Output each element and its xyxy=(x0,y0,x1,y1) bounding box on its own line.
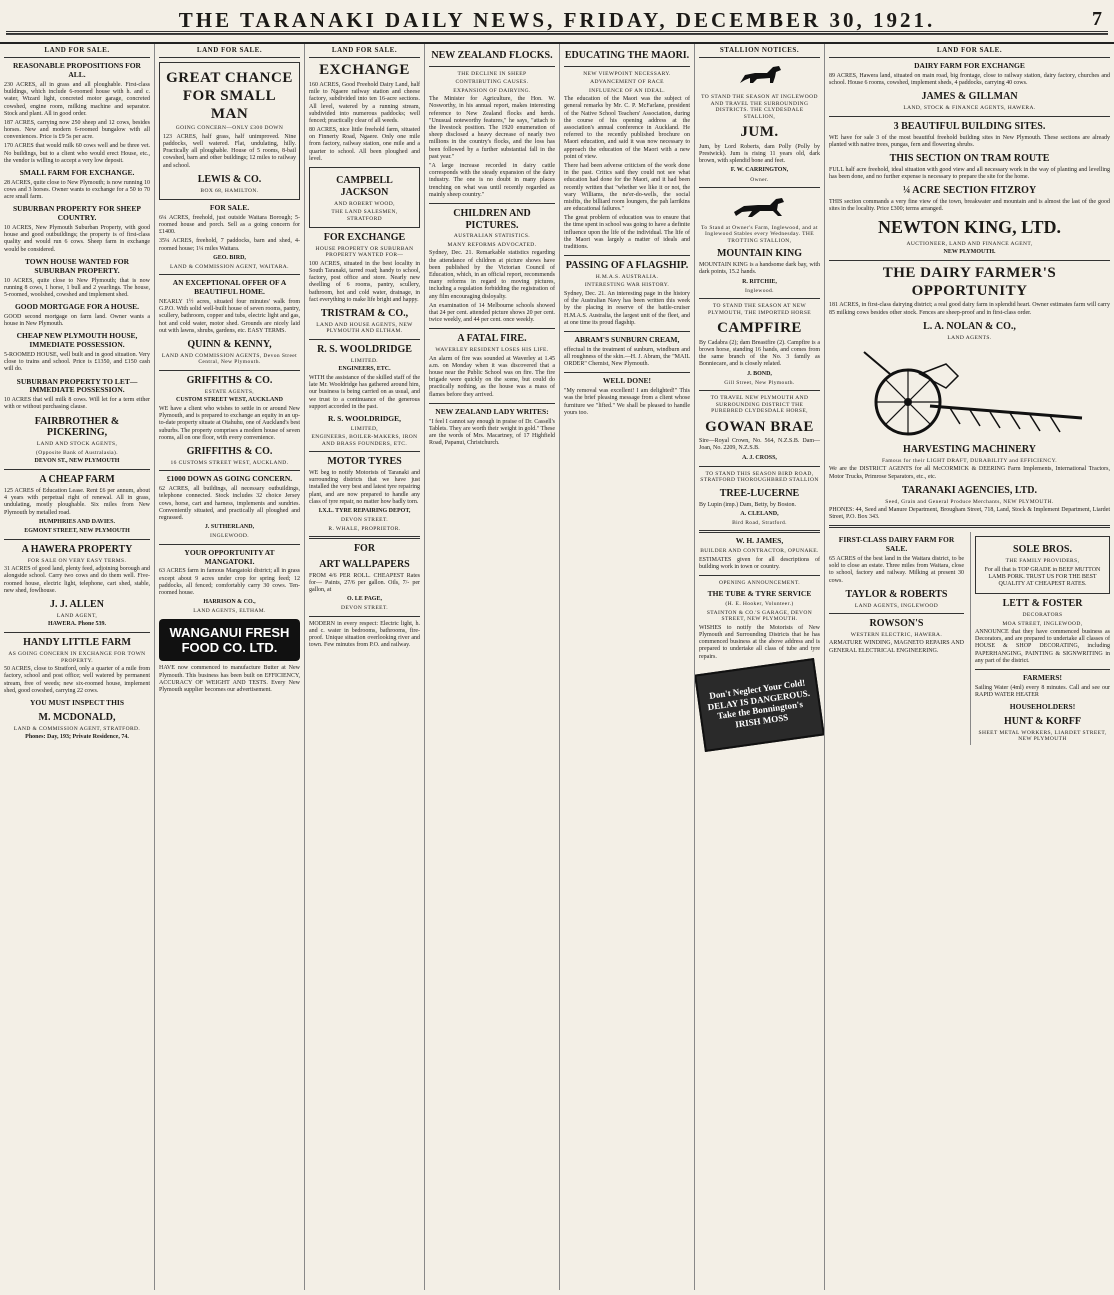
firm-subtitle: (H. E. Hooker, Volunteer.) xyxy=(725,601,794,608)
firm-name: HARRISON & CO., xyxy=(203,599,256,606)
stallion-notice: TO TRAVEL NEW PLYMOUTH AND SURROUNDING DISTRICT THE PUREBRED CLYDESDALE HORSE, xyxy=(710,395,809,415)
firm-subtitle: (Opposite Bank of Australasia). xyxy=(35,449,119,456)
firm-name: GEO. BIRD, xyxy=(213,254,246,261)
firm-name: TARANAKI AGENCIES, LTD. xyxy=(901,484,1038,496)
ad-body: THIS section commands a very fine view of the town, breakwater and mountain and is almost the last of the good sites in the locality. Price £300; terms arranged. xyxy=(829,198,1110,213)
ad-body: 35¼ ACRES, freehold, 7 paddocks, barn and shed, 4-roomed house; 1¼ miles Waitara. xyxy=(159,238,300,252)
stallion-notice: TO STAND THIS SEASON BIRD ROAD, STRATFORD THOROUGHBRED STALLION xyxy=(700,470,819,484)
article-subhead: INTERESTING WAR HISTORY. xyxy=(584,282,670,289)
firm-subtitle: LAND AND HOUSE AGENTS, NEW PLYMOUTH AND ELTHAM. xyxy=(316,321,413,335)
article-body: The education of the Maori was the subject of general remarks by Mr. C. P. McFarlane, president of the Native School Teachers' Association, during the course of his opening address at the association's annual conference in Auckland. He referred to the recently published brochure on Maori education, and said it was now necessary to approach the education of the Maori with a new point of view. xyxy=(564,96,690,160)
ad-body: FROM 4/6 PER ROLL. CHEAPEST Rates for— Paints, 27/6 per gallon. Oils, 7/- per gallon, at xyxy=(309,572,420,594)
ad-body: 5-ROOMED HOUSE, well built and in good situation. Very close to trains and school. Price is £1350, and £150 cash will do. xyxy=(4,352,150,373)
firm-name: M. MCDONALD, xyxy=(38,711,116,723)
ad-body: 125 ACRES of Education Lease. Rent £6 per annum, about 4 years with perpetual right of renewal. All in grass, undulating, mostly ploughable. Six miles from New Plymouth by metalled road. xyxy=(4,488,150,516)
ad-heading: FOR xyxy=(353,543,376,555)
stallion-name: JUM. xyxy=(740,124,779,141)
ad-heading: SMALL FARM FOR EXCHANGE. xyxy=(19,168,135,177)
ad-body: MODERN in every respect: Electric light, h. and c. water in bedrooms, bathrooms, fire-proof. Unique situation overlooking river and town. Few minutes from P.O. and railway. xyxy=(309,620,420,649)
ad-heading: GOOD MORTGAGE FOR A HOUSE. xyxy=(14,302,140,312)
ad-body: WE have a client who wishes to settle in or around New Plymouth, and is prepared to exchange an equity in an up-to-date property situate at Otahuhu, one of Auckland's best suburbs. The property comprises a modern house of seven rooms, all on one floor, with every convenience. xyxy=(159,406,300,441)
firm-name: QUINN & KENNY, xyxy=(187,338,272,350)
stallion-name: MOUNTAIN KING xyxy=(716,248,803,260)
firm-subtitle: LAND AND COMMISSION AGENTS, Devon Street Central, New Plymouth. xyxy=(161,352,298,366)
ad-heading: REASONABLE PROPOSITIONS FOR ALL. xyxy=(13,61,141,80)
article-subhead: THE DECLINE IN SHEEP xyxy=(457,70,527,77)
firm-address: MOA STREET, INGLEWOOD, xyxy=(1002,620,1083,627)
firm-name: ROWSON'S xyxy=(869,618,924,630)
ad-body: 31 ACRES of good land, plenty feed, adjoining borough and alongside school. Carry two cows and do them well. Five-roomed house, electric light, telephone, cart shed, stable, new shed, fowlhouse. xyxy=(4,566,150,594)
firm-subtitle: LAND AND STOCK AGENTS, xyxy=(36,441,118,448)
page-number: 7 xyxy=(1092,8,1102,30)
firm-name: GRIFFITHS & CO. xyxy=(186,374,273,386)
masthead xyxy=(0,4,1114,44)
column-heading: LAND FOR SALE. xyxy=(4,44,150,58)
ad-heading: A CHEAP FARM xyxy=(39,474,115,486)
firm-subtitle: Seed, Grain and General Produce Merchants, NEW PLYMOUTH. xyxy=(885,498,1054,505)
owner-subtitle: Bird Road, Stratford. xyxy=(732,519,787,526)
ad-heading: GREAT CHANCE FOR SMALL MAN xyxy=(166,70,293,122)
ad-body: Sailing Water (4ml) every 8 minutes. Call and see our RAPID WATER HEATER xyxy=(975,684,1110,698)
firm-subtitle: LAND AGENTS. xyxy=(947,334,992,341)
ad-heading: SUBURBAN PROPERTY FOR SHEEP COUNTRY. xyxy=(12,204,141,223)
firm-name: TRISTRAM & CO., xyxy=(320,307,409,319)
firm-subtitle: LIMITED. xyxy=(350,357,379,364)
horse-icon xyxy=(735,61,785,91)
firm-subtitle: INGLEWOOD. xyxy=(210,533,249,540)
column-heading: LAND FOR SALE. xyxy=(159,44,300,58)
article-subhead: ADVANCEMENT OF RACE xyxy=(590,79,664,86)
ad-heading: HANDY LITTLE FARM xyxy=(23,637,131,649)
column-6 xyxy=(695,44,825,1290)
ad-body: NEARLY 1½ acres, situated four minutes' walk from G.P.O. With solid well-built house of seven rooms, pantry, scullery, bathroom, copper and tubs, electric light and gas, hot and cold water, motor shed. Grounds are nicely laid out with lawns, shrubs, gardens, etc. EASY TERMS. xyxy=(159,299,300,334)
ad-body: HAVE now commenced to manufacture Butter at New Plymouth. This business has been built on EFFICIENCY, ACCURACY OF WEIGHT AND TESTS. Every New Plymouth supplier becomes our advertisement. xyxy=(159,665,300,693)
column-heading: LAND FOR SALE. xyxy=(309,44,420,58)
ad-heading: 3 BEAUTIFUL BUILDING SITES. xyxy=(893,120,1046,132)
ad-body: 100 ACRES, situated in the best locality in South Taranaki, tarred road; handy to school, factory, post office and store. Nearly new dwelling of 6 rooms, pantry, scullery, bathroom, hot and cold water, drainage, in fact everything to make life bright and happy. xyxy=(309,260,420,303)
firm-subtitle: LIMITED, xyxy=(350,425,379,432)
ad-box xyxy=(159,62,300,200)
firm-subtitle: BOX 68, HAMILTON. xyxy=(200,187,259,194)
ad-body: 65 ACRES of the best land in the Waitara district, to be sold to close an estate. Three miles from Waitara, close to school, factory and railway. Milking at present 30 cows. xyxy=(829,556,964,584)
ad-heading: FOR SALE. xyxy=(209,203,250,213)
article-subhead: WAVERLEY RESIDENT LOSES HIS LIFE. xyxy=(435,347,549,354)
stallion-notice: To Stand at Owner's Farm, Inglewood, and at Inglewood Stables every Wednesday. THE TROTTING STALLION, xyxy=(701,225,818,244)
ad-body: Jum, by Lord Roberts, dam Polly (Polly by Prestwick). Jum is rising 11 years old, dark brown, with splendid bone and feet. xyxy=(699,143,820,165)
firm-name: LEWIS & CO. xyxy=(197,173,262,185)
ad-heading: SUBURBAN PROPERTY TO LET—IMMEDIATE POSSESSION. xyxy=(16,376,138,395)
firm-subtitle: WESTERN ELECTRIC, HAWERA. xyxy=(850,631,943,638)
firm-address: ENGINEERS, BOILER-MAKERS, IRON AND BRASS FOUNDERS, ETC. xyxy=(311,434,418,447)
column-1 xyxy=(0,44,155,1290)
firm-name: HUNT & KORFF xyxy=(1003,716,1082,728)
ad-subheading: GOING CONCERN—ONLY £300 DOWN xyxy=(175,125,284,132)
ad-body: MOUNTAIN KING is a handsome dark bay, with dark points, 15.2 hands. xyxy=(699,262,820,276)
column-5 xyxy=(560,44,695,1290)
ad-body: 230 ACRES, all in grass and all ploughable. First-class buildings, which include 6-roomed house with h. and c. water, Wizard light, concreted motor garage, concreted cowshed, engine room, milking machine and separator. Stock and plant. All in good order. xyxy=(4,81,150,117)
ad-box xyxy=(975,536,1110,594)
firm-subtitle: THE FAMILY PROVIDERS, xyxy=(1005,558,1080,565)
ad-body: 28 ACRES, quite close to New Plymouth; is now running 10 cows and 3 horses. Owner wants to exchange for a 50 to 70 acre small farm. xyxy=(4,179,150,201)
article-subhead: MANY REFORMS ADVOCATED. xyxy=(447,241,537,248)
ad-heading: A HAWERA PROPERTY xyxy=(21,543,133,555)
firm-name: NEWTON KING, LTD. xyxy=(877,217,1062,238)
ad-body: WISHES to notify the Motorists of New Plymouth and Surrounding Districts that he has commenced business at the above address and is prepared to undertake all class of tube and tyre repairs. xyxy=(699,624,820,660)
firm-name: TAYLOR & ROBERTS xyxy=(845,588,948,600)
article-body: An alarm of fire was sounded at Waverley at 1.45 a.m. on Monday when it was discovered that a house near the Public School was on fire. The fire brigade were quickly on the scene, but could do practically nothing, as the house was a mass of flames before they arrived. xyxy=(429,355,555,398)
owner-subtitle: Owner. xyxy=(750,176,769,183)
ad-body: For all that is TOP GRADE in BEEF MUTTON LAMB PORK. TRUST US FOR THE BEST QUALITY AT CHEAPEST RATES. xyxy=(984,566,1101,588)
ad-body: We are the DISTRICT AGENTS for all McCORMICK & DEERING Farm Implements, International Tractors, Motor Trucks, Primrose Separators, etc., etc. xyxy=(829,466,1110,480)
firm-subtitle: AND ROBERT WOOD, xyxy=(334,200,395,207)
firm-name: CAMPBELL JACKSON xyxy=(336,175,393,198)
column-7 xyxy=(825,44,1114,1290)
ad-heading: MOTOR TYRES xyxy=(327,456,402,468)
firm-name: HUMPHRIES AND DAVIES. xyxy=(38,518,116,525)
firm-subtitle: LAND AGENT, xyxy=(56,612,98,619)
column-3 xyxy=(305,44,425,1290)
bottom-left-ads xyxy=(829,532,964,744)
article-headline: CHILDREN AND PICTURES. xyxy=(453,207,531,231)
article-headline: EDUCATING THE MAORI. xyxy=(564,50,690,61)
ad-body: Sire—Royal Crown, No. 564, N.Z.S.B. Dam—Joan, No. 2209, N.Z.S.B. xyxy=(699,438,820,452)
article-subhead: H.M.A.S. AUSTRALIA. xyxy=(595,273,659,280)
owner-name: R. RITCHIE, xyxy=(742,278,777,285)
ad-heading: CHEAP NEW PLYMOUTH HOUSE, IMMEDIATE POSSESSION. xyxy=(16,331,138,350)
article-body: An examination of 14 Melbourne schools showed that 24 per cent. attended picture shows 20 per cent. twice weekly, and 44 per cent. once weekly. xyxy=(429,302,555,324)
firm-name: R. S. WOOLDRIDGE, xyxy=(327,414,401,423)
ad-body: WE have for sale 3 of the most beautiful freehold building sites in New Plymouth. These sections are already planted with native trees, pungas, fern and flowering shrubs. xyxy=(829,134,1110,148)
article-body: There had been adverse criticism of the work done in the past. Critics said they could not see what education had done for the Maori, and it had been recently written that "whether we like it or not, the wary Williams, the ne'er-do-wells, the social misfits, the billiard room loungers, the pah larrikins are educational failures." xyxy=(564,162,690,213)
masthead-title: THE TARANAKI DAILY NEWS, FRIDAY, DECEMBER 30, 1921. xyxy=(178,8,936,32)
ad-body: By Lupin (imp.) Dam, Betty, by Boston. xyxy=(699,501,796,508)
owner-subtitle: Inglewood. xyxy=(745,287,774,294)
ad-body: ANNOUNCE that they have commenced business as Decorators, and are prepared to undertake all classes of HOUSE & SHOP DECORATING, including PAPERHANGING, PAINTING & SIGNWRITING in any part of the district. xyxy=(975,629,1110,664)
firm-subtitle: 16 CUSTOMS STREET WEST, AUCKLAND. xyxy=(170,459,289,466)
ad-heading: ART WALLPAPERS xyxy=(319,558,410,570)
owner-name: F. W. CARRINGTON, xyxy=(730,167,789,174)
ad-body: 170 ACRES that would milk 60 cows well and be three vet. No buildings, but to a client who would erect House, etc., the vendor is willing to accept a very low deposit. xyxy=(4,143,150,164)
ad-body: 62 ACRES, all buildings, all necessary outbuildings, telephone connected. Stock includes 32 choice Jersey cows, horse, cart and harness, implements and sundries. Conveniently situated, and practically all ploughed and regrassed. xyxy=(159,486,300,521)
ad-body: 63 ACRES farm in famous Mangatoki district; all in grass except about 9 acres under crop for spring feed; 12 paddocks, all fenced; comfortably carry 30 cows. Ten-roomed house. xyxy=(159,568,300,596)
ad-heading: HOUSEHOLDERS! xyxy=(1009,702,1076,712)
ad-body: 10 ACRES that will milk 8 cows. Will let for a term either with or without purchasing clause. xyxy=(4,397,150,411)
firm-subtitle: DECORATORS xyxy=(1022,612,1063,619)
article-body: "I feel I cannot say enough in praise of Dr. Cassell's Tablets. They are worth their weight in gold." These are the words of Mrs. Macartney, of 17 Highfield Road, Papanui, Christchurch. xyxy=(429,418,555,447)
stallion-name: GOWAN BRAE xyxy=(705,418,814,435)
firm-subtitle: DEVON STREET. xyxy=(341,517,388,524)
firm-name: FAIRBROTHER & PICKERING, xyxy=(34,415,120,439)
article-headline: A FATAL FIRE. xyxy=(457,333,527,345)
ad-subheading: HOUSE PROPERTY OR SUBURBAN PROPERTY WANTED FOR— xyxy=(315,245,414,259)
firm-name: JAMES & GILLMAN xyxy=(921,91,1018,103)
firm-name: R. S. WOOLDRIDGE xyxy=(317,343,412,355)
firm-name: J. J. ALLEN xyxy=(50,599,104,610)
stallion-notice: TO STAND THE SEASON AT INGLEWOOD AND TRAVEL THE SURROUNDING DISTRICTS. THE CLYDESDALE STALLION, xyxy=(701,94,818,120)
ad-subheading: FOR SALE ON VERY EASY TERMS. xyxy=(27,557,127,564)
ad-heading: AN EXCEPTIONAL OFFER OF A BEAUTIFUL HOME. xyxy=(172,278,287,297)
ad-body: 10 ACRES, New Plymouth Suburban Property, with good house and good outbuildings; the property is of first-class quality and would run 6 cows. Sheep farm in exchange would be considered. xyxy=(4,225,150,253)
column-4 xyxy=(425,44,560,1290)
column-heading: STALLION NOTICES. xyxy=(699,44,820,58)
article-subhead: NEW VIEWPOINT NECESSARY. xyxy=(583,70,671,77)
firm-address: PHONES: 44, Seed and Manure Department, Brougham Street, 718, Land, Stock & Implement Department, Liardet Street, P.O. Box 343. xyxy=(829,507,1110,521)
firm-address: NEW PLYMOUTH. xyxy=(943,248,996,255)
article-subhead: EXPANSION OF DAIRYING. xyxy=(453,87,531,94)
stallion-notice: TO STAND THE SEASON AT NEW PLYMOUTH, THE IMPORTED HORSE xyxy=(707,303,812,316)
bottom-right-ads xyxy=(970,532,1110,744)
firm-name: SOLE BROS. xyxy=(1013,544,1072,556)
ad-heading: ¼ ACRE SECTION FITZROY xyxy=(902,185,1037,197)
ad-body: 50 ACRES, close to Stratford, only a quarter of a mile from factory, school and post office; well watered by permanent stream, free of weeds; new six-roomed house, implement shed, good cowshed, carrying 22 cows. xyxy=(4,666,150,694)
ad-heading: HARVESTING MACHINERY xyxy=(903,444,1036,456)
ad-subheading: OPENING ANNOUNCEMENT. xyxy=(718,579,801,586)
article-body: effectual in the treatment of sunburn, windburn and all roughness of the skin.—H. J. Abram, the "MAIL ORDER" Chemist, New Plymouth. xyxy=(564,346,690,368)
ad-body: 123 ACRES, half grass, half unimproved. Nine paddocks, well watered. Flat, undulating, hilly. Practically all ploughable. House of 5 rooms, 8-bail cowshed, barn and other buildings; 12 miles to railway and school. xyxy=(163,133,296,169)
ad-heading: TOWN HOUSE WANTED FOR SUBURBAN PROPERTY. xyxy=(24,256,130,275)
article-subhead: CONTRIBUTING CAUSES. xyxy=(455,79,529,86)
ad-heading: YOUR OPPORTUNITY AT MANGATOKI. xyxy=(184,547,275,566)
firm-address: Phones: Day, 193; Private Residence, 74. xyxy=(25,734,129,740)
firm-subtitle: AUCTIONEER, LAND AND FINANCE AGENT, xyxy=(906,240,1033,247)
ad-body: ESTIMATES given for all descriptions of building work in town or country. xyxy=(699,556,820,570)
owner-name: J. BOND, xyxy=(747,370,772,377)
trotting-horse-icon xyxy=(730,192,790,222)
ad-body: GOOD second mortgage on farm land. Owner wants a house in New Plymouth. xyxy=(4,313,150,328)
ad-box xyxy=(309,167,420,228)
ad-body: 187 ACRES, carrying now 250 sheep and 12 cows, besides horses. New and modern 6-roomed bungalow with all conveniences. Price is £9 5s per acre. xyxy=(4,119,150,141)
firm-subtitle: LAND, STOCK & FINANCE AGENTS, HAWERA. xyxy=(903,105,1036,112)
article-headline: WELL DONE! xyxy=(602,376,652,386)
firm-subtitle: LAND & COMMISSION AGENT, WAITARA. xyxy=(170,263,289,270)
article-headline: NEW ZEALAND FLOCKS. xyxy=(431,50,553,61)
ad-subheading: Famous for their LIGHT DRAFT, DURABILITY and EFFICIENCY. xyxy=(881,457,1058,464)
article-headline: NEW ZEALAND LADY WRITES: xyxy=(435,406,549,416)
ad-body: 89 ACRES, Hawera land, situated on main road, big frontage, close to railway station, dairy factory, churches and school. House 6 rooms, cowshed, implement sheds, 4 paddocks, carrying 40 cows. xyxy=(829,73,1110,87)
ad-body: WE beg to notify Motorists of Taranaki and surrounding districts that we have just installed the very best and latest tyre repairing plant, and are now prepared to handle any class of tyre repair, no matter how badly torn. xyxy=(309,470,420,505)
firm-address: EGMONT STREET, NEW PLYMOUTH xyxy=(24,527,130,534)
ad-body: WITH the assistance of the skilled staff of the late Mr. Wooldridge has gathered around him, our business is being carried on as usual, and we trust to a continuance of the generous support accorded in the past. xyxy=(309,375,420,410)
article-subhead: AUSTRALIAN STATISTICS. xyxy=(453,233,531,240)
article-headline: PASSING OF A FLAGSHIP. xyxy=(565,260,689,272)
ad-heading: THE DAIRY FARMER'S OPPORTUNITY xyxy=(882,265,1057,299)
ad-body: ARMATURE WINDING, MAGNETO REPAIRS AND GENERAL ELECTRICAL ENGINEERING. xyxy=(829,640,964,654)
ad-body: By Cadabra (2); dam Breastfire (2). Campfire is a brown horse, standing 16 hands, and comes from the same branch of the No. 3 family as Bonniecare, and is closely related. xyxy=(699,339,820,368)
firm-name: I.X.L. TYRE REPAIRING DEPOT, xyxy=(318,508,411,515)
ad-subheading: AS GOING CONCERN IN EXCHANGE FOR TOWN PROPERTY. xyxy=(8,651,146,664)
ad-body: 80 ACRES, nice little freehold farm, situated on Finnerty Road, Ngaere. Only one mile from factory, railway station, one mile and a quarter to school. All been ploughed and level. xyxy=(309,127,420,162)
ad-heading: FIRST-CLASS DAIRY FARM FOR SALE. xyxy=(838,535,955,554)
article-subhead: INFLUENCE OF AN IDEAL. xyxy=(588,87,666,94)
article-body: "My removal was excellent! I am delighted!" This was the brief pleasing message from a client whose furniture we "lifted." We shall be pleased to handle yours too. xyxy=(564,388,690,416)
ad-body: 10 ACRES, quite close to New Plymouth; that is now running 8 cows, 1 horse, 1 bull and 2 yearlings. The house, 5-roomed, woolshed, cowshed and implement shed. xyxy=(4,277,150,298)
firm-address: R. WHALE, PROPRIETOR. xyxy=(328,525,401,532)
article-body: The great problem of education was to ensure that the time spent in school was going to have a definite influence upon the life of the individual. The life of the Maori was largely a matter of ideals and traditions. xyxy=(564,215,690,250)
fresh-food-logo: WANGANUI FRESH FOOD CO. LTD. xyxy=(159,619,300,662)
firm-subtitle: ESTATE AGENTS, xyxy=(204,388,255,395)
firm-name: O. LE PAGE, xyxy=(347,596,382,603)
article-headline: ABRAM'S SUNBURN CREAM, xyxy=(574,334,680,344)
column-heading: LAND FOR SALE. xyxy=(829,44,1110,58)
owner-name: A. CLELAND, xyxy=(740,510,779,517)
ad-heading: FOR EXCHANGE xyxy=(323,232,406,244)
firm-name: J. SUTHERLAND, xyxy=(204,524,255,531)
column-2 xyxy=(155,44,305,1290)
article-body: Sydney, Dec. 21. An interesting page in the history of the Australian Navy has been written this week by the placing in reserve of the battle-cruiser H.M.A.S. Australia, the largest unit of the fleet, and at one time its proud flagship. xyxy=(564,290,690,326)
ad-body: FULL half acre freehold, ideal situation with good view and all necessary work in the way of planting and levelling has been done, and no further expense is necessary to prepare the site for the home. xyxy=(829,166,1110,180)
firm-address: HAWERA. Phone 539. xyxy=(47,621,106,628)
firm-name: GRIFFITHS & CO. xyxy=(186,446,273,458)
firm-subtitle: SHEET METAL WORKERS, LIARDET STREET, NEW PLYMOUTH xyxy=(978,729,1107,743)
firm-address: STAINTON & CO.'S GARAGE, DEVON STREET, NEW PLYMOUTH. xyxy=(706,609,813,623)
firm-address: CUSTOM STREET WEST, AUCKLAND xyxy=(176,397,283,404)
ad-body: 160 ACRES, Good Freehold Dairy Land, half mile to Ngaere railway station and cheese factory, subdivided into ten 16-acre sections. All level, watered by a running stream, subdivided into numerous paddocks; well fenced; practically clear of all weeds. xyxy=(309,81,420,124)
bottom-ads-row xyxy=(829,532,1110,744)
firm-subtitle: LAND & COMMISSION AGENT, STRATFORD. xyxy=(13,725,141,732)
owner-subtitle: Gill Street, New Plymouth. xyxy=(724,379,795,386)
firm-name: L. A. NOLAN & CO., xyxy=(923,320,1016,332)
ad-heading: YOU MUST INSPECT THIS xyxy=(30,697,124,707)
firm-name: W. H. JAMES, xyxy=(735,536,784,546)
article-body: Sydney, Dec. 21. Remarkable statistics regarding the attendance of children at picture shows have been published by the Victorian Council of Education, which, in an official report, recommends many reforms in regard to moving pictures, including a regulation forbidding the registration of any film encouraging disloyalty. xyxy=(429,250,555,300)
firm-name: LETT & FOSTER xyxy=(1002,598,1083,610)
article-body: The Minister for Agriculture, the Hon. W. Nosworthy, in his annual report, makes interesting reference to New Zealand flocks and herds. "Unusual noteworthy features," he says, "attach to the livestock position. The 1920 enumeration of sheep disclosed a heavy decrease of nearly two millions in the country's flocks, and the loss has been followed by a further substantial fall in the past year." xyxy=(429,96,555,160)
ad-body: 6¼ ACRES, freehold, just outside Waitara Borough; 5-roomed house and porch. Sell as a going concern for £1400. xyxy=(159,214,300,236)
stallion-name: TREE-LUCERNE xyxy=(719,487,800,499)
article-body: "A large increase recorded in dairy cattle corresponds with the steady expansion of the dairy industry. The one is no doubt in many places trenching on what was until recently regarded as mainly sheep country." xyxy=(429,162,555,198)
firm-address: DEVON ST., NEW PLYMOUTH xyxy=(34,458,120,465)
ad-heading: EXCHANGE xyxy=(319,62,410,79)
ad-heading: DAIRY FARM FOR EXCHANGE xyxy=(914,61,1025,71)
ad-heading: THIS SECTION ON TRAM ROUTE xyxy=(889,152,1050,164)
firm-name: THE TUBE & TYRE SERVICE xyxy=(707,589,812,599)
firm-subtitle: BUILDER AND CONTRACTOR, OPUNAKE. xyxy=(700,548,819,555)
ad-heading: £1000 DOWN AS GOING CONCERN. xyxy=(166,474,293,484)
firm-subtitle: LAND AGENTS, ELTHAM. xyxy=(193,608,266,615)
harvester-machine-illustration xyxy=(850,344,1090,440)
ad-heading: FARMERS! xyxy=(1022,672,1063,682)
owner-name: A. J. CROSS, xyxy=(742,454,777,461)
firm-subtitle: DEVON STREET. xyxy=(341,605,388,612)
firm-subtitle: LAND AGENTS, INGLEWOOD xyxy=(854,602,939,609)
irish-moss-stamp: Don't Neglect Your Cold! DELAY IS DANGEROUS. Take the Bonnington's IRISH MOSS xyxy=(695,658,825,753)
ad-body: 181 ACRES, in first-class dairying district; a real good dairy farm in splendid heart. Owner estimates farm will carry 85 milking cows besides other stock. Fences are sheep-proof and in first-class order. xyxy=(829,302,1110,316)
stallion-name: CAMPFIRE xyxy=(717,320,802,337)
firm-address: ENGINEERS, ETC. xyxy=(338,365,391,372)
firm-address: THE LAND SALESMEN, STRATFORD xyxy=(331,209,398,222)
